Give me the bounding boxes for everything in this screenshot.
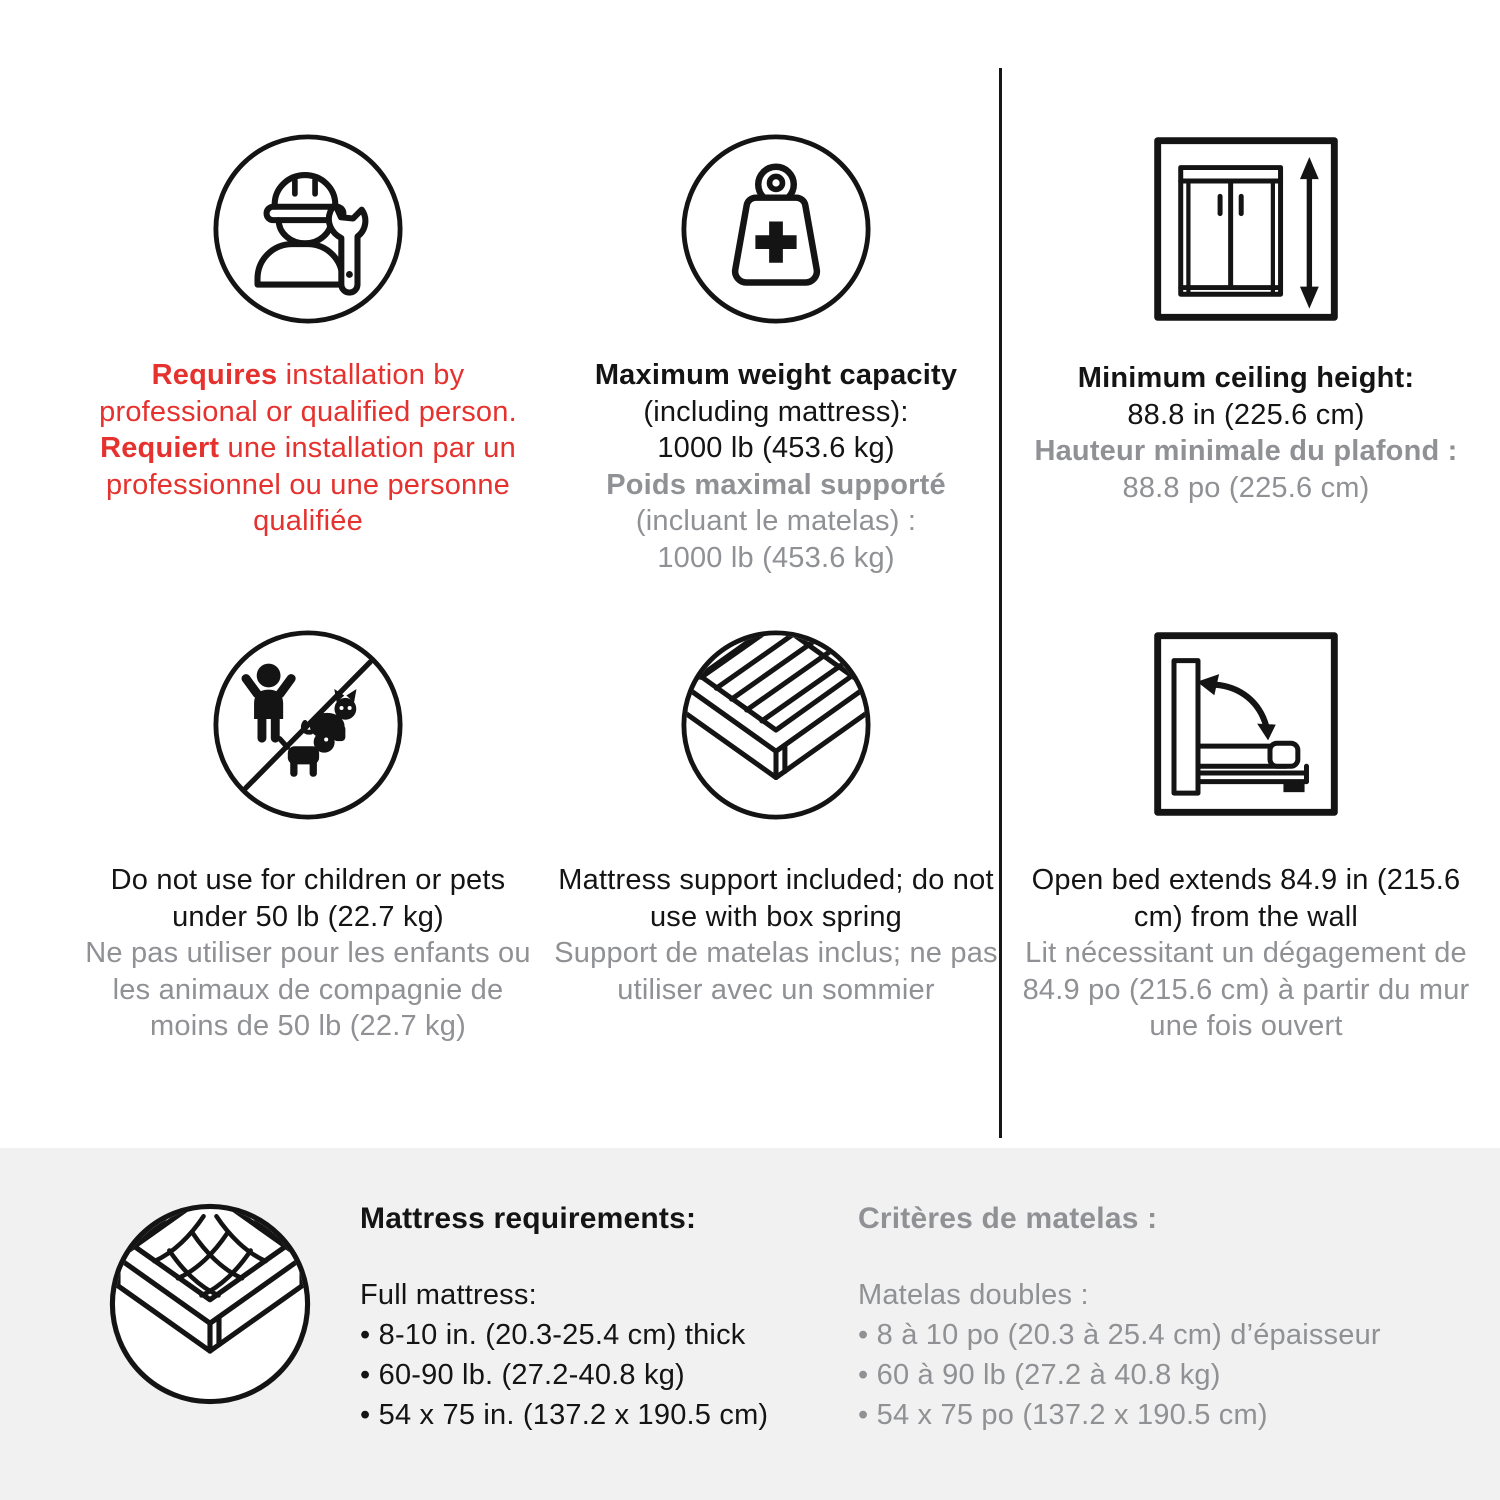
open-bed-fr: Lit nécessitant un dégagement de 84.9 po (215.6 cm) à partir du mur une fois ouvert	[1022, 937, 1470, 1042]
no-children-pets-icon-cell	[80, 624, 536, 826]
ceiling-height-icon	[1150, 133, 1342, 325]
open-bed-icon	[1150, 628, 1342, 820]
mattress-support-fr: Support de matelas inclus; ne pas utiliser avec un sommier	[554, 937, 998, 1006]
mattress-requirements-subtitle-en: Full mattress:	[360, 1279, 537, 1311]
installation-icon-cell	[80, 128, 536, 330]
mattress-requirements-fr	[858, 1200, 1468, 1435]
ceiling-line2-fr: 88.8 po (225.6 cm)	[1122, 471, 1370, 504]
list-item: • 60-90 lb. (27.2-40.8 kg)	[360, 1355, 840, 1395]
list-item: • 8 à 10 po (20.3 à 25.4 cm) d’épaisseur	[858, 1315, 1468, 1355]
weight-line3-en: 1000 lb (453.6 kg)	[657, 432, 895, 464]
mattress-requirements-title-en: Mattress requirements:	[360, 1202, 697, 1235]
installer-icon	[207, 128, 409, 330]
slat-base-icon	[675, 624, 877, 826]
mattress-icon	[103, 1197, 317, 1411]
weight-icon-cell	[548, 128, 1004, 330]
mattress-requirements-band	[0, 1148, 1500, 1500]
mattress-requirements-list-en	[360, 1315, 840, 1435]
ceiling-height-icon-cell	[1018, 133, 1474, 325]
installation-caption: Requires installation by professional or qualified person. Requiert une installation par un professionnel ou une personne qualifiée	[99, 359, 517, 537]
mattress-requirements-list-fr	[858, 1315, 1468, 1435]
children-pets-fr: Ne pas utiliser pour les enfants ou les animaux de compagnie de moins de 50 lb (22.7 kg)	[85, 937, 531, 1042]
weight-capacity-icon	[675, 128, 877, 330]
ceiling-line2-en: 88.8 in (225.6 cm)	[1127, 398, 1365, 431]
ceiling-text	[1018, 360, 1474, 506]
list-item: • 60 à 90 lb (27.2 à 40.8 kg)	[858, 1355, 1468, 1395]
mattress-requirements-en	[360, 1200, 840, 1435]
list-item: • 54 x 75 po (137.2 x 190.5 cm)	[858, 1395, 1468, 1435]
mattress-requirements-subtitle-fr: Matelas doubles :	[858, 1279, 1089, 1311]
no-children-pets-icon	[207, 624, 409, 826]
weight-line2-en: (including mattress):	[643, 395, 909, 428]
list-item: • 8-10 in. (20.3-25.4 cm) thick	[360, 1315, 840, 1355]
children-pets-en: Do not use for children or pets under 50 lb (22.7 kg)	[110, 864, 506, 933]
children-pets-text	[80, 862, 536, 1045]
mattress-support-en: Mattress support included; do not use with box spring	[558, 864, 994, 933]
list-item: • 54 x 75 in. (137.2 x 190.5 cm)	[360, 1395, 840, 1435]
weight-title-fr: Poids maximal supporté	[606, 468, 946, 501]
mattress-support-text	[548, 862, 1004, 1008]
weight-text	[548, 357, 1004, 576]
open-bed-text	[1018, 862, 1474, 1045]
weight-title-en: Maximum weight capacity	[594, 359, 958, 391]
weight-line3-fr: 1000 lb (453.6 kg)	[657, 541, 895, 574]
weight-line2-fr: (incluant le matelas) :	[635, 505, 917, 537]
mattress-requirements-title-fr: Critères de matelas :	[858, 1202, 1158, 1235]
open-bed-icon-cell	[1018, 628, 1474, 820]
open-bed-en: Open bed extends 84.9 in (215.6 cm) from the wall	[1031, 864, 1461, 933]
installation-text	[80, 357, 536, 540]
ceiling-title-en: Minimum ceiling height:	[1077, 362, 1415, 394]
mattress-support-icon-cell	[548, 624, 1004, 826]
ceiling-title-fr: Hauteur minimale du plafond :	[1034, 435, 1458, 467]
